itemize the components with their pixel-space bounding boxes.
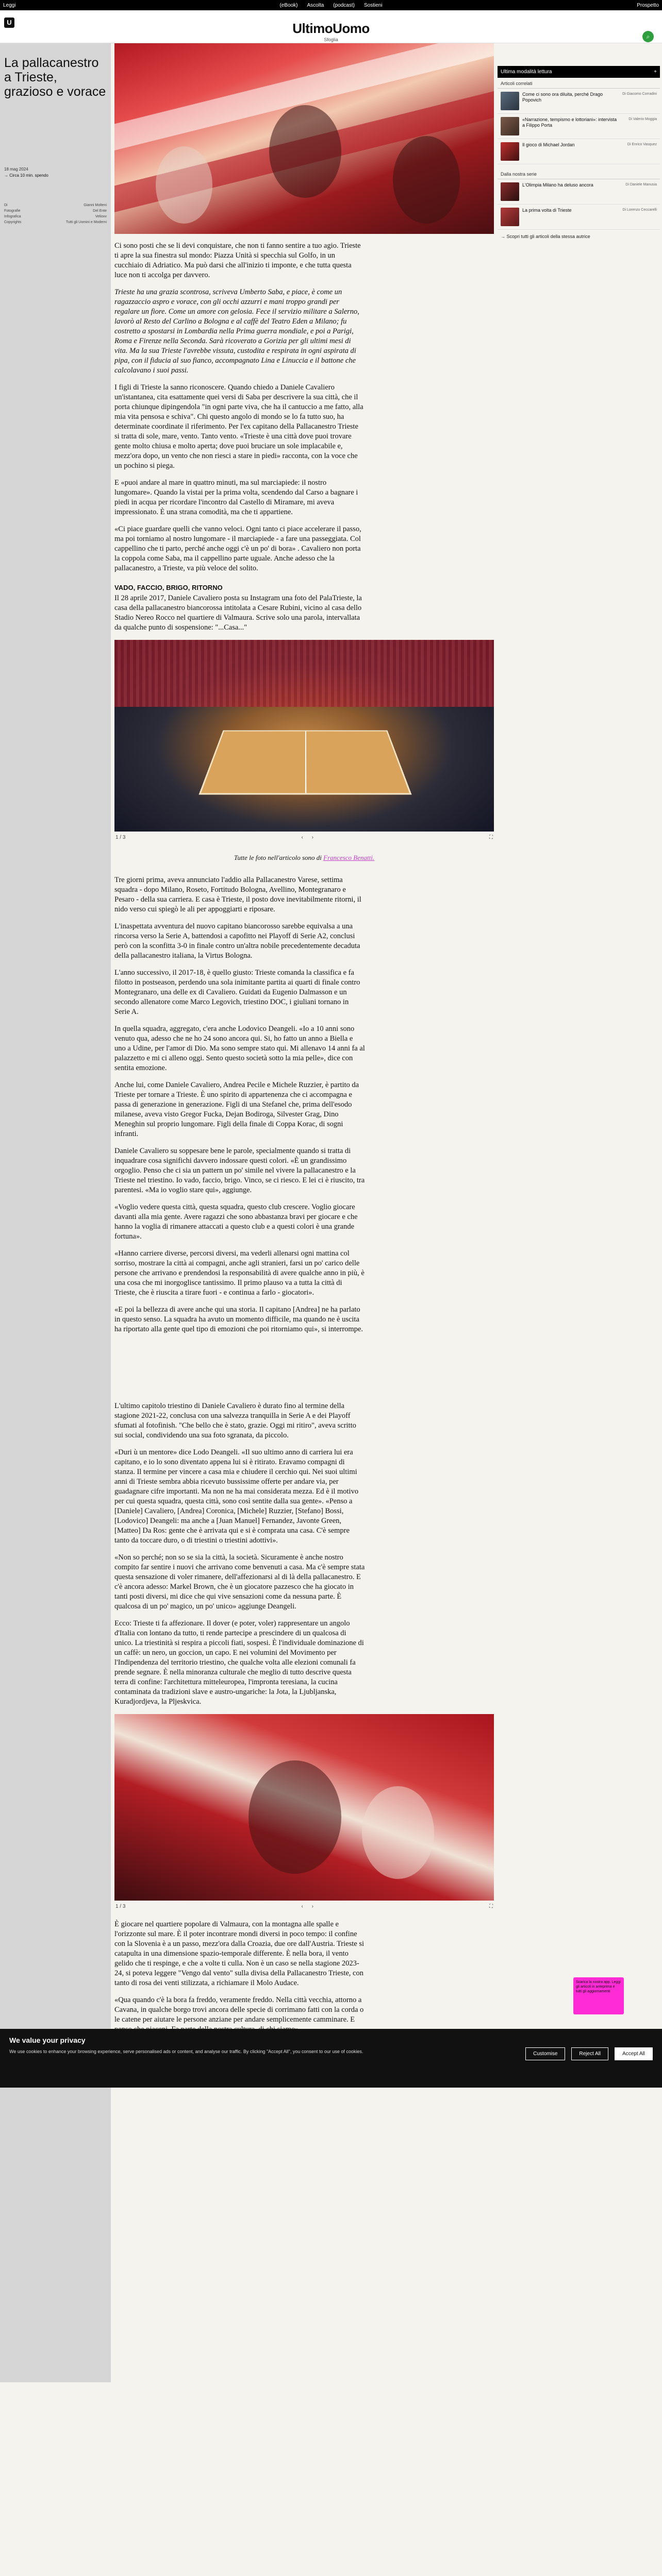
arena-seats xyxy=(114,640,494,707)
paragraph: L'anno successivo, il 2017-18, è quello giusto: Trieste comanda la classifica e fa filotto in postseason, perdendo una sola inimitante partita ai quarti di finale contro Montegranaro, una delle ex di Cavaliero. Guidati da Eugenio Dalmasson e un secondo allenatore come Marco Legovich, triestino DOC, i giuliani tornano in Serie A. xyxy=(114,969,360,1016)
paragraph: Il 28 aprile 2017, Daniele Cavaliero posta su Instagram una foto del PalaTrieste, la casa della pallacanestro biancorossa intitolata a Cesare Rubini, vicino al casa dello Stadio Nereo Rocco nel quartiere di Valmaura. Scrive solo una parola, intervallata da qualche punto di sospensione: "...Casa..." xyxy=(114,594,362,632)
fans-photo xyxy=(114,1714,494,1901)
related-title[interactable]: «Narrazione, tempismo e lottoriani»: intervista a Filippo Porta xyxy=(522,117,617,128)
paragraph: «Duri ù un mentore» dice Lodo Deangeli. «Il suo ultimo anno di carriera lui era capitano, e io lo sono diventato appena lui si è ritirato. Eravamo compagni di stanza. Il termine per vincere a casa mia e chiudere il cerchio qui. Nei suoi ultimi anni di Trieste sembra abbia ricevuto bussissime offerte per andare via, per guadagnare cifre importanti. Ma non ne ha mai considerata mezza. Ed è il motivo per cui questa squadra, questa città, sono così sentite dalla sua gente». «Penso a [Daniele] Cavaliero, [Andrea] Coronica, [Michele] Ruzzier, [Stefano] Bossi, [Lodovico] Deangeli: ma anche a [Juan Manuel] Fernandez, Javonte Green, [Matteo] Da Ros: gente che è arrivata qui e si è comprata una casa. C'è sempre tanto da toccare duro, o di triestini o triestini adottivi». xyxy=(114,1448,359,1545)
article-title: La pallacanestro a Trieste, grazioso e vorace xyxy=(4,56,106,99)
app-promo-bubble[interactable]: Scarica la nostra app. Leggi gli articoli in anteprima e tutti gli aggiornamenti xyxy=(573,1977,624,2014)
paragraph: È giocare nel quartiere popolare di Valmaura, con la montagna alle spalle e l'orizzonte sul mare. È il poter incontrare mondi diversi in poco tempo: il confine con la Slovenia è a un passo, mezz'ora dalla Croazia, due ore dall'Austria. Trieste si catapulta in una dimensione spazio-temporale differente. È nella bora, il vento gelido che ti respinge, e che a volte ti culla. Non è un caso se nella stagione 2023-24, si poteva leggere "Vengo dal vento" sulla divisa della Pallacanestro Trieste, con tanto di rosa dei venti stilizzata, a richiamare il Molo Audace. xyxy=(114,1920,364,1987)
photographer-link[interactable]: Francesco Benatti. xyxy=(323,854,375,861)
paragraph: «Non so perché; non so se sia la città, la società. Sicuramente è anche nostro compito far sentire i nuovi che arrivano come benvenuti a casa. Ma c'è sempre stata questa sensazione di voler rimanere, dell'affezionarsi al di là della pallacanestro. E c'è ancora adesso: Markel Brown, che è un giocatore pazzesco che ha giocato in tanti posti diversi, mi dice che qui vive sensazioni come da nessuna parte. È qualcosa di un po' magico, un po' unico» aggiunge Deangeli. xyxy=(114,1553,365,1611)
related-article[interactable] xyxy=(498,114,660,139)
gallery-controls xyxy=(114,1901,494,1912)
cookie-banner xyxy=(0,2029,662,2088)
paragraph: Daniele Cavaliero su soppesare bene le parole, specialmente quando si tratta di inquadrare cosa significhi davvero indossare questi colori. «È un grandissimo orgoglio. Penso che ci sia un pattern un po' simile nel vivere la pallacanestro e la Trieste nel triestino. Io vado, faccio, brigo. Vinco, se ci riesco. E lei ci è riuscito, tra parentesi. «Ma io voglio stare qui», aggiunge. xyxy=(114,1147,365,1194)
read-time: → Circa 10 min. spendo xyxy=(4,173,48,178)
fan-figure xyxy=(362,1786,434,1879)
sidebar-header[interactable] xyxy=(498,66,660,78)
paragraph xyxy=(114,287,365,376)
paragraph: Tre giorni prima, aveva annunciato l'addio alla Pallacanestro Varese, settima squadra - dopo Milano, Roseto, Fortitudo Bologna, Avellino, Montegranaro e Pesaro - della sua carriera. E casa è Trieste, il posto dove inevitabilmente ritorni, il nido verso cui spiegò le ali per appoggiarti e riposare. xyxy=(114,876,361,913)
arena-photo xyxy=(114,640,494,832)
cookie-text: We use cookies to enhance your browsing experience, serve personalised ads or content, and analyse our traffic. By clicking "Accept All", you consent to our use of cookies. xyxy=(9,2049,363,2054)
series-thumbnail xyxy=(501,182,519,201)
article-date: 18 mag 2024 xyxy=(4,167,28,172)
related-author: Di Valerio Moggia xyxy=(628,117,657,121)
paragraph: Anche lui, come Daniele Cavaliero, Andrea Pecile e Michele Ruzzier, è partito da Trieste per tornare a Trieste. È uno spirito di appartenenza che ci accompagna e passa di generazione in generazione. Figli di una Stefanel che, prima dell'esodo milanese, aveva visto Gregor Fucka, Dejan Bodiroga, Silvester Grag, Dino Meneghin sul proprio lungomare. Figli della finale di Coppa Korac, di sogni infranti. xyxy=(114,1081,359,1138)
top-bar-right[interactable]: Prospetto xyxy=(637,2,659,8)
read-time-label: Circa 10 min. spendo xyxy=(9,173,48,178)
paragraph: «Hanno carriere diverse, percorsi diversi, ma vederli allenarsi ogni mattina col sorriso, mostrare la città ai compagni, anche agli stranieri, farsi un po' carico delle persone che arrivano e prendendosi la responsabilità di avere qualche anno in più, è una cosa che mi inorgoglisce tantissimo. Il primo plauso va a tutta la città di Trieste, che è riuscita a tirare fuori - e continua a farlo - giocatori». xyxy=(114,1249,365,1297)
site-title[interactable]: UltimoUomo xyxy=(292,21,370,36)
series-author: Di Lorenzo Ceccarelli xyxy=(622,208,657,212)
gallery-controls xyxy=(114,832,494,843)
article-body xyxy=(114,43,494,2088)
sidebar-section-title: Dalla nostra serie xyxy=(498,168,660,179)
gallery-counter: 1 / 3 xyxy=(115,1904,126,1909)
paragraph: Ecco: Trieste ti fa affezionare. Il dover (e poter, voler) rappresentare un angolo d'Italia con lontano da tutto, ti rende partecipe a prescindere di un qualcosa di unico. La triestinità si respira a piccoli fiati, sospesi. È l'individuale dominazione di un caffè: un nero, un goccion, un capo. E nei volumini del Movimento per l'Indipendenza del territorio triestino, che qualche volta alle elezioni comunali fa prende segnare. È nella minoranza culturale che meglio di tutto descrive questa terra di confine: l'architettura mitteleuropea, l'impronta teresiana, la cucina contaminata da tradizioni slave e austro-ungariche: la Jota, la Ljubljanska, Kuradjordjeva, la Pljeskvica. xyxy=(114,1619,364,1706)
cookie-buttons xyxy=(525,2047,653,2060)
gallery-prev-icon[interactable]: ‹ xyxy=(301,835,303,840)
sidebar-header-title: Ultima modalità lettura xyxy=(501,69,552,75)
paragraph: L'inaspettata avventura del nuovo capitano biancorosso sarebbe equivalsa a una rincorsa verso la Serie A, battendosi a capofitto nei Playoff di Serie A2, conclusi però con la sconfitta 3-0 in finale contro un'altra nobile precedentemente decaduta della pallacanestro italiana, la Virtus Bologna. xyxy=(114,922,360,960)
paragraph: Ci sono posti che se li devi conquistare, che non ti fanno sentire a tuo agio. Trieste ti apre la sua finestra sul mondo: Piazza Unità si specchia sul Golfo, in un cucchiaio di Adriatico. Ma può darsi che all'inizio ti imponte, e che tutta questa luce non ti accolga per davvero. xyxy=(114,242,361,279)
caption-text: Tutte le foto nell'articolo sono di xyxy=(234,854,322,861)
hero-fan xyxy=(269,105,341,198)
gallery-next-icon[interactable]: › xyxy=(311,1904,313,1909)
credit-row xyxy=(4,214,107,219)
gallery-nav xyxy=(302,835,313,840)
credit-value[interactable]: Tutti gli Uomini e Moderni xyxy=(65,221,107,224)
paragraph: «Qua quando c'è la bora fa freddo, veramente freddo. Nella città vecchia, attorno a Cavana, in qualche borgo trovi ancora delle specie di corrimano fatti con la corda o le catene per aiutare le persone anziane per andare semplicemente camminare. E xyxy=(114,1996,364,2024)
fan-figure xyxy=(249,1760,341,1874)
credit-value[interactable]: Gianni Molteni xyxy=(84,204,107,207)
nav-listen[interactable]: Ascolta xyxy=(307,2,324,8)
cookie-title: We value your privacy xyxy=(9,2036,86,2044)
paragraph: In quella squadra, aggregato, c'era anche Lodovico Deangeli. «Io a 10 anni sono venuto qua, adesso che ne ho 24 sono ancora qui. Si, ho fatto un anno a Biella e uno a Udine, per l'amor di Dio. Ma sono sempre stato qui. Mi allenavo 14 anni fa al palazzetto e mi ci alleno oggi. Sento questo società sotto la mia pelle», dice con sentita emozione. xyxy=(114,1025,365,1072)
credit-row xyxy=(4,219,107,225)
top-nav xyxy=(279,3,382,8)
logo-icon[interactable]: U xyxy=(4,18,14,28)
section-heading: VADO, FACCIO, BRIGO, RITORNO xyxy=(114,584,223,591)
sidebar-section-title: Articoli correlati xyxy=(498,78,660,89)
nav-support[interactable]: Sostieni xyxy=(363,2,383,8)
hero-fan xyxy=(156,146,212,224)
more-articles-link[interactable]: → Scopri tutti gli articoli della stessa autrice xyxy=(501,234,590,239)
related-thumbnail xyxy=(501,117,519,135)
credit-value[interactable]: Veliovv xyxy=(95,215,107,218)
series-thumbnail xyxy=(501,208,519,226)
credit-row xyxy=(4,202,107,208)
related-thumbnail xyxy=(501,92,519,110)
accept-all-button[interactable]: Accept All xyxy=(615,2047,653,2060)
gallery-nav xyxy=(302,1904,313,1909)
related-thumbnail xyxy=(501,142,519,161)
paragraph: E «puoi andare al mare in quattro minuti, ma sul marciapiede: il nostro lungomare». Quando la vistai per la prima volta, scendendo dal Carso a bagnare i piedi in acqua per ricordare l'incontro dal Castello di Miramare, mi aveva impressionato. È una strana comodità, ma che ti appartiene. xyxy=(114,479,358,516)
top-bar-left[interactable]: Leggi xyxy=(3,2,16,8)
paragraph-quote: Trieste ha una grazia scontrosa, scriveva Umberto Saba, e piace, è come un ragazzaccio aspro e vorace, con gli occhi azzurri e mani troppo grandi per regalare un fiore. Come un amore con gelosia. Fece il servizio militare a Salerno, lavorò al Resto del Carlino a Bologna e al caffè del Teatro Eden a Milano; fu costretto a spostarsi in Lombardia nella Prima guerra mondiale, e poi a Parigi, Roma e Firenze nella Seconda. Sarà ricoverato a Gorizia per gli ultimi mesi di vita. Ma la sua Trieste l'avrebbe vissuta, custodita e respirata in ogni aspirata di pipa, con il fiducia al suo fianco, accompagnato Lina e Linuccia e il battone che calcolavano i suoi passi. xyxy=(114,288,359,375)
masthead xyxy=(0,10,662,43)
credit-label: Infografica xyxy=(4,215,21,218)
fullscreen-icon[interactable]: ⛶ xyxy=(489,1904,493,1909)
credit-label: Copyrights xyxy=(4,221,22,224)
series-article[interactable] xyxy=(498,205,660,230)
related-article[interactable] xyxy=(498,89,660,114)
article-text xyxy=(114,875,365,1707)
paragraph: «E poi la bellezza di avere anche qui una storia. Il capitano [Andrea] ne ha parlato in questo senso. La squadra ha avuto un momento difficile, ma quando ne è uscita ha riportato alla gente quel tipo di emozioni che poi ritorniamo qui», si interrompe. xyxy=(114,1306,363,1333)
paragraph: L'ultimo capitolo triestino di Daniele Cavaliero è durato fino al termine della stagione 2021-22, conclusa con una salvezza tranquilla in Serie A e dei Playoff sfumati al fotofinish. "Che bello che è stato, grazie. Oggi mi ritiro", aveva scritto sui social, condividendo una sua foto sgranata, da piccolo. xyxy=(114,1402,356,1439)
site-tagline[interactable]: Sfoglia xyxy=(324,37,338,42)
customise-button[interactable]: Customise xyxy=(525,2047,565,2060)
top-bar xyxy=(0,0,662,10)
credit-row xyxy=(4,208,107,214)
photo-caption xyxy=(114,854,494,862)
credit-label: Fotografie xyxy=(4,209,21,213)
related-author: Di Enrico Vasquez xyxy=(627,143,657,146)
paragraph: I figli di Trieste la sanno riconoscere. Quando chiedo a Daniele Cavaliero un'istantanea, cita esattamente quei versi di Saba per descrivere la sua città, che il porta chiunque dipingendola "in ogni parte viva, che ha il cantuccio a me fatto, alla mia vita pensosa e schiva". Chi questo angolo di mondo se lo fa tutto suo, ha determinate coordinate il riferimento. Per l'ex capitano della Pallacanestro Trieste si tratta di sole, mare, vento. Tanto vento. «Trieste è una città dove puoi trovare gente molto chiusa e molto aperta; dove puoi bruciare un sole implacabile e, mezz'ora dopo, un vento che non riesci a stare in piedi» racconta, con la voce che un pochino si piega. xyxy=(114,383,363,470)
related-author: Di Giacomo Corradini xyxy=(622,92,657,96)
nav-podcast[interactable]: (podcast) xyxy=(333,2,355,8)
gallery-next-icon[interactable]: › xyxy=(311,835,313,840)
related-article[interactable] xyxy=(498,139,660,164)
sidebar xyxy=(498,66,660,243)
article-meta xyxy=(4,167,107,178)
related-title[interactable]: Come ci sono ora diluita, perché Drago Popovich xyxy=(522,92,603,103)
related-title[interactable]: Il gioco di Michael Jordan xyxy=(522,142,575,147)
paragraph: «Voglio vedere questa città, questa squadra, questo club crescere. Voglio giocare davanti alla mia gente. Avere ragazzi che sono abbastanza bravi per giocare e che hanno la voglia di rimanere attaccati a questo club e a questi colori è una grande fortuna». xyxy=(114,1203,358,1241)
gallery-counter: 1 / 3 xyxy=(115,835,126,840)
series-title[interactable]: L'Olimpia Milano ha deluso ancora xyxy=(522,182,593,188)
hero-fan xyxy=(393,136,460,224)
gallery-prev-icon[interactable]: ‹ xyxy=(301,1904,303,1909)
article-text xyxy=(114,241,365,633)
credit-value[interactable]: Del Ente xyxy=(93,209,107,213)
search-icon[interactable]: ⌕ xyxy=(642,31,654,42)
hero-image xyxy=(114,43,494,234)
series-author: Di Daniele Manusia xyxy=(625,183,657,187)
nav-ebook[interactable]: (eBook) xyxy=(279,2,298,8)
article-credits xyxy=(4,202,107,225)
series-title[interactable]: La prima volta di Trieste xyxy=(522,208,572,213)
expand-icon[interactable]: + xyxy=(654,69,657,75)
fullscreen-icon[interactable]: ⛶ xyxy=(489,835,493,840)
basketball-court xyxy=(198,731,411,795)
reject-all-button[interactable]: Reject All xyxy=(571,2047,608,2060)
series-article[interactable] xyxy=(498,179,660,205)
credit-label: Di xyxy=(4,204,8,207)
paragraph: «Ci piace guardare quelli che vanno veloci. Ogni tanto ci piace accelerare il passo, ma poi torniamo al nostro lungomare - il marciapiede - a fare una passeggiata. Col cappellino che ti parto, perché anche oggi c'è un po' di bora» . Cavaliero non porta la coppola come Saba, ma il cappellino parte uguale. Anche adesso che la pallacanestro, a Trieste, va più veloce del solito. xyxy=(114,525,361,572)
